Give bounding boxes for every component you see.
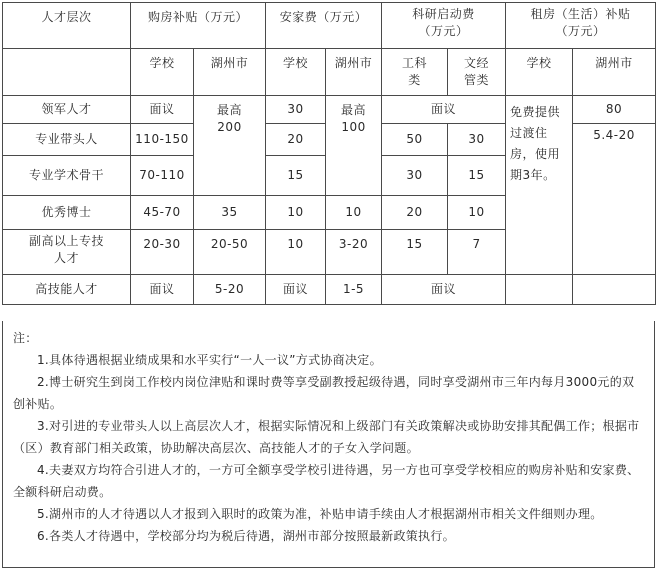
benefits-table <box>2 2 656 305</box>
header-rent-city: 湖州市 <box>573 49 656 96</box>
header-research-arts <box>448 49 506 96</box>
cell-housing-city: 35 <box>194 196 266 230</box>
row-level: 领军人才 <box>3 96 131 124</box>
cell-housing-city: 20-50 <box>194 230 266 275</box>
header-housing-school: 学校 <box>131 49 194 96</box>
note-item-1: 1.具体待遇根据业绩成果和水平实行“一人一议”方式协商决定。 <box>37 353 382 367</box>
note-item-4: 4.夫妻双方均符合引进人才的，一方可全额享受学校引进待遇，另一方也可享受学校相应的购房补贴和安家费、全额科研启动费。 <box>13 463 640 499</box>
row-level-line2: 人才 <box>53 251 79 265</box>
cell-settle-school: 15 <box>266 156 326 196</box>
cell-rent-city: 80 <box>573 96 656 124</box>
cell-settle-city: 1-5 <box>326 275 382 305</box>
header-research-line2: （万元） <box>418 24 469 38</box>
header-settle-city: 湖州市 <box>326 49 382 96</box>
cell-settle-school: 30 <box>266 96 326 124</box>
cell-settle-school: 面议 <box>266 275 326 305</box>
cell-housing-city: 最高 200 <box>194 96 266 196</box>
cell-research-arts: 30 <box>448 124 506 156</box>
cell-research: 面议 <box>382 275 506 305</box>
header-eng-line2: 类 <box>408 73 421 87</box>
row-level <box>3 230 131 275</box>
notes-label: 注： <box>13 331 38 345</box>
cell-rent-city: 5.4-20 <box>573 124 656 275</box>
header-settle-school: 学校 <box>266 49 326 96</box>
cell-research-arts: 7 <box>448 230 506 275</box>
header-housing-city: 湖州市 <box>194 49 266 96</box>
cell-rent-city-blank <box>573 275 656 305</box>
note-item-5: 5.湖州市的人才待遇以人才报到入职时的政策为准，补贴申请手续由人才根据湖州市相关文件细则办理。 <box>37 507 603 521</box>
header-settle: 安家费（万元） <box>266 3 382 49</box>
header-research-line1: 科研启动费 <box>412 7 475 21</box>
header-eng-line1: 工科 <box>402 56 428 70</box>
row-level: 优秀博士 <box>3 196 131 230</box>
cell-settle-school: 10 <box>266 196 326 230</box>
cell-housing-school: 45-70 <box>131 196 194 230</box>
cell-housing-school: 20-30 <box>131 230 194 275</box>
header-housing: 购房补贴（万元） <box>131 3 266 49</box>
cell-settle-city: 最高 100 <box>326 96 382 196</box>
cell-settle-city: 10 <box>326 196 382 230</box>
note-item-3: 3.对引进的专业带头人以上高层次人才，根据实际情况和上级部门有关政策解决或协助安排其配偶工作；根据市（区）教育部门相关政策，协助解决高层次、高技能人才的子女入学问题。 <box>13 419 640 455</box>
cell-research-eng: 20 <box>382 196 448 230</box>
note-item-2: 2.博士研究生到岗工作校内岗位津贴和课时费等享受副教授起级待遇，同时享受湖州市三年内每月3000元的双创补贴。 <box>13 375 635 411</box>
header-research <box>382 3 506 49</box>
row-level: 专业带头人 <box>3 124 131 156</box>
header-row-2 <box>3 49 656 96</box>
cell-settle-city: 3-20 <box>326 230 382 275</box>
notes-section <box>2 321 655 568</box>
cell-housing-school: 70-110 <box>131 156 194 196</box>
row-level: 专业学术骨干 <box>3 156 131 196</box>
cell-housing-school: 110-150 <box>131 124 194 156</box>
row-level-line1: 副高以上专技 <box>28 234 104 248</box>
cell-rent-school: 免费提供 过渡住 房，使用 期3年。 <box>506 96 573 275</box>
cell-research-eng: 50 <box>382 124 448 156</box>
cell-research-eng: 15 <box>382 230 448 275</box>
header-row-1 <box>3 3 656 49</box>
header-rent <box>506 3 656 49</box>
cell-rent-school-blank <box>506 275 573 305</box>
cell-settle-school: 10 <box>266 230 326 275</box>
row-level: 高技能人才 <box>3 275 131 305</box>
cell-research: 面议 <box>382 96 506 124</box>
header-level: 人才层次 <box>3 3 131 49</box>
cell-research-arts: 10 <box>448 196 506 230</box>
table-row <box>3 96 656 124</box>
cell-research-arts: 15 <box>448 156 506 196</box>
cell-settle-school: 20 <box>266 124 326 156</box>
header-rent-school: 学校 <box>506 49 573 96</box>
cell-research-eng: 30 <box>382 156 448 196</box>
cell-housing-city: 5-20 <box>194 275 266 305</box>
header-level-blank <box>3 49 131 96</box>
header-arts-line2: 管类 <box>464 73 490 87</box>
cell-housing-school: 面议 <box>131 96 194 124</box>
header-research-eng <box>382 49 448 96</box>
header-rent-line2: （万元） <box>555 24 606 38</box>
cell-housing-school: 面议 <box>131 275 194 305</box>
header-rent-line1: 租房（生活）补贴 <box>530 7 631 21</box>
header-arts-line1: 文经 <box>464 56 490 70</box>
note-item-6: 6.各类人才待遇中，学校部分均为税后待遇，湖州市部分按照最新政策执行。 <box>37 529 455 543</box>
table-row <box>3 275 656 305</box>
